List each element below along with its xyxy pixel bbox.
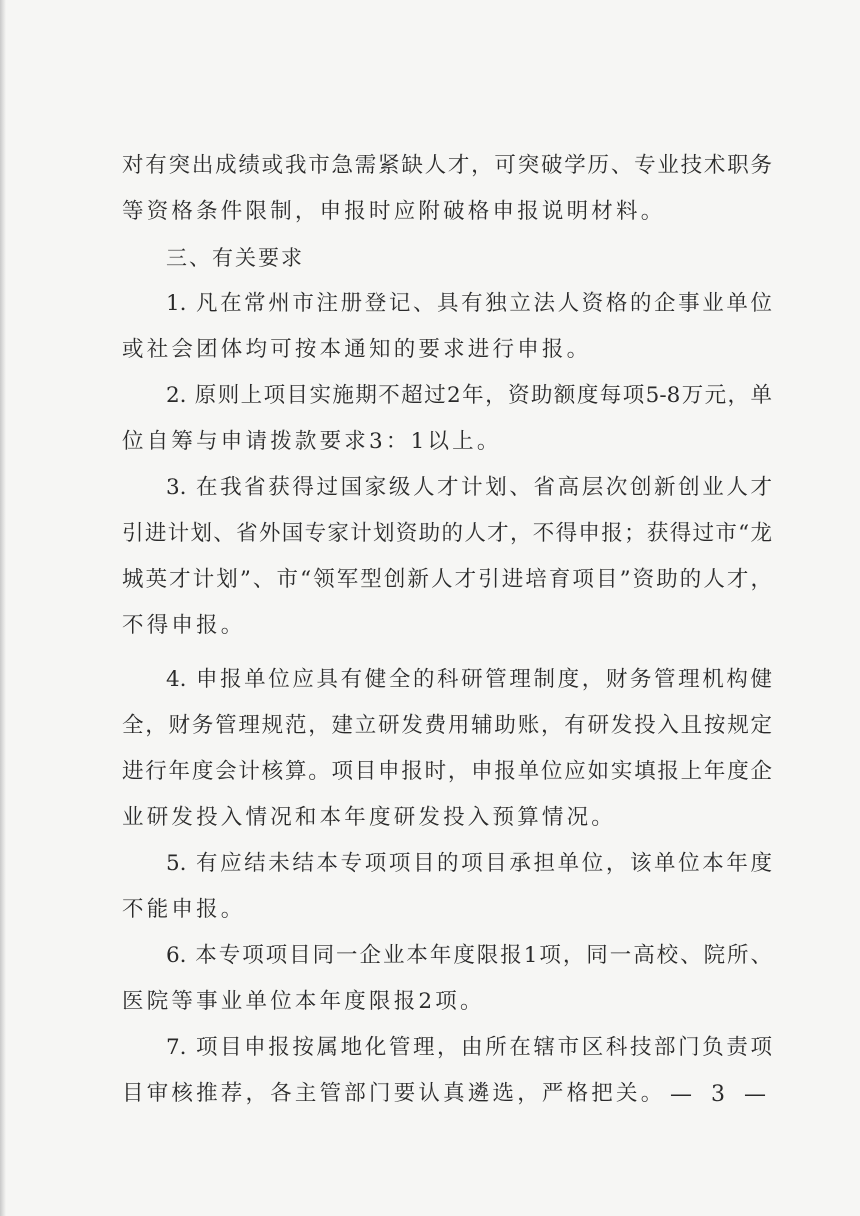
paragraph-line: 不能申报。 bbox=[122, 897, 246, 922]
paragraph-line: 3. 在我省获得过国家级人才计划、省高层次创新创业人才 bbox=[166, 475, 772, 500]
paragraph-line: 城英才计划”、市“领军型创新人才引进培育项目”资助的人才， bbox=[122, 567, 772, 592]
paragraph-line: 对有突出成绩或我市急需紧缺人才，可突破学历、专业技术职务 bbox=[122, 153, 772, 178]
page-number: — 3 — bbox=[670, 1082, 772, 1107]
paragraph-line: 4. 申报单位应具有健全的科研管理制度，财务管理机构健 bbox=[166, 667, 772, 692]
document-body bbox=[122, 143, 772, 1117]
paragraph-line: 业研发投入情况和本年度研发投入预算情况。 bbox=[122, 805, 617, 830]
paragraph-line: 1. 凡在常州市注册登记、具有独立法人资格的企事业单位 bbox=[166, 291, 772, 316]
paragraph-line: 7. 项目申报按属地化管理，由所在辖市区科技部门负责项 bbox=[166, 1035, 772, 1060]
page-edge-shadow bbox=[0, 0, 6, 1216]
paragraph-line: 引进计划、省外国专家计划资助的人才，不得申报；获得过市“龙 bbox=[122, 521, 772, 546]
paragraph-line: 6. 本专项项目同一企业本年度限报1项，同一高校、院所、 bbox=[166, 943, 772, 968]
paragraph-line: 等资格条件限制，申报时应附破格申报说明材料。 bbox=[122, 199, 666, 224]
paragraph-line: 医院等事业单位本年度限报2项。 bbox=[122, 989, 485, 1014]
paragraph-line: 5. 有应结未结本专项项目的项目承担单位，该单位本年度 bbox=[166, 851, 772, 876]
paragraph-line: 2. 原则上项目实施期不超过2年，资助额度每项5-8万元，单 bbox=[166, 383, 772, 408]
paragraph-line: 不得申报。 bbox=[122, 613, 246, 638]
paragraph-line: 目审核推荐，各主管部门要认真遴选，严格把关。 bbox=[122, 1081, 666, 1106]
section-heading: 三、有关要求 bbox=[166, 246, 304, 270]
paragraph-line: 或社会团体均可按本通知的要求进行申报。 bbox=[122, 337, 592, 362]
paragraph-line: 全，财务管理规范，建立研发费用辅助账，有研发投入且按规定 bbox=[122, 713, 772, 738]
paragraph-line: 位自筹与申请拨款要求3：1以上。 bbox=[122, 429, 502, 454]
paragraph-line: 进行年度会计核算。项目申报时，申报单位应如实填报上年度企 bbox=[122, 759, 772, 784]
